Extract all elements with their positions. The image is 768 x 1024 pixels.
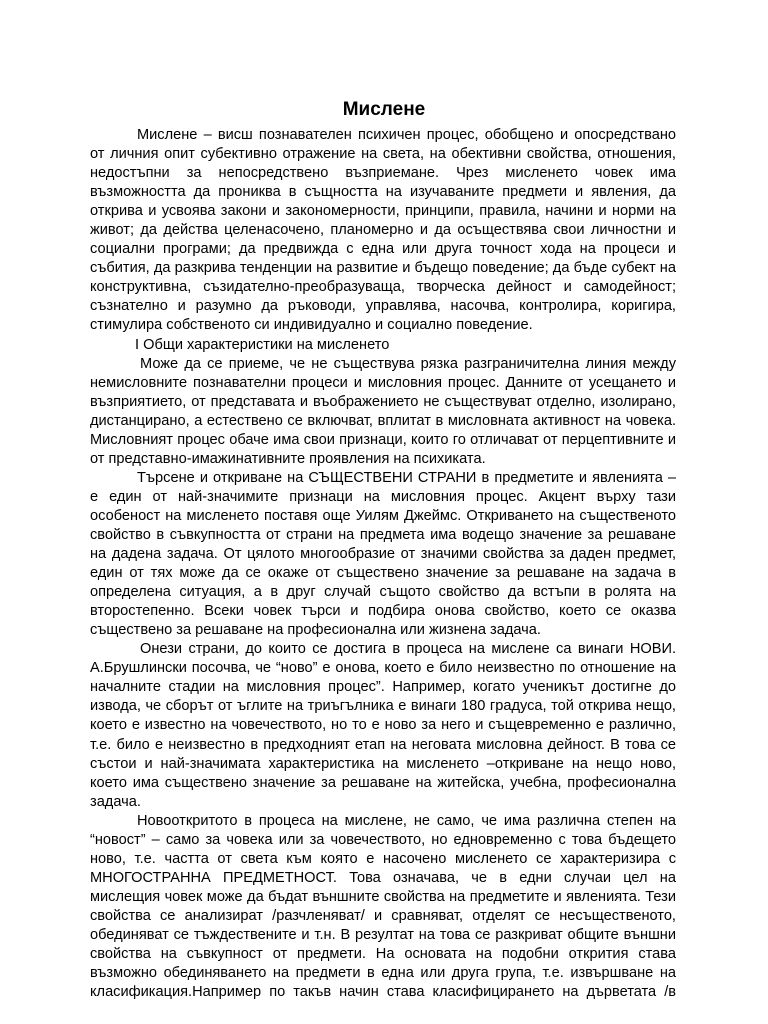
paragraph-novelty: Онези страни, до които се достига в процеса на мислене са винаги НОВИ. А.Брушлински посочва, че “ново” е онова, което е било неизвестно по отношение на началните стадии на мисловния процес”. Например, когато ученикът достигне до извода, че сборът от ъглите на триъгълника е винаги 180 градуса, той открива нещо, което е известно на човечеството, но то е ново за него и същевременно е различно, т.е. било е неизвестно в предходният етап на неговата мисловна дейност. В това се състои и най-значимата характеристика на мисленето –откриване на нещо ново, което има съществено значение за решаване на житейска, учебна, професионална задача. [90,641,676,810]
section-heading: I Общи характеристики на мисленето [135,336,390,353]
paragraph-definition: Мислене – висш познавателен психичен процес, обобщено и опосредствано от личния опит субективно отражение на света, на обективни свойства, отношения, недостъпни за непосредствено възприемане. Чрез мисленето човек има възможността да прониква в същността на изучаваните предмети и явления, да открива и усвоява закони и закономерности, принципи, правила, начини и норми на живот; да действа целенасочено, планомерно и да осъществява свои личностни и социални програми; да предвижда с една или друга точност хода на процеси и събития, да разкрива тенденции на развитие и бъдещо поведение; да бъде субект на конструктивна, съзидателно-преобразуваща, творческа дейност и самодейност; съзнателно и разумно да ръководи, управлява, насочва, контролира, коригира, стимулира собственото си индивидуално и социално поведение. [90,127,676,334]
paragraph-multifaceted-objectivity: Новооткритото в процеса на мислене, не само, че има различна степен на “новост” – само за човека или за човечеството, но едновременно с това бъдещето ново, т.е. частта от света към която е насочено мисленето се характеризира с МНОГОСТРАННА ПРЕДМЕТНОСТ. Това означава, че в едни случаи цел на мислещия човек може да бъдат външните свойства на предметите и явленията. Тези свойства се анализират /разчленяват/ и сравняват, отделят се несъщественото, обединяват се тъждествените и т.н. В резултат на това се разкриват общите външни свойства на съвкупност от предмети. На основата на подобни открития става възможно обединяването на предмети в една или друга група, т.е. извършване на класификация.Например по такъв начин става класифицирането на дърветата /в [90,812,676,1001]
page-title: Мислене [342,98,426,120]
paragraph-essential-aspects: Търсене и откриване на СЪЩЕСТВЕНИ СТРАНИ в предметите и явленията – е един от най-значимите признаци на мисловния процес. Акцент върху тази особеност на мисленето поставя още Уилям Джеймс. Откриването на същественото свойство в съвкупността от страни на предмета има водещо значение за решаване на дадена задача. От цялото многообразие от значими свойства за даден предмет, един от тях може да се окаже от съществено значение за решаване на задача в определена ситуация, а в друг случай същото свойство да встъпи в ролята на второстепенно. Всеки човек търси и подбира онова свойство, което се оказва съществено за решаване на професионална или жизнена задача. [90,469,676,639]
document-body [90,126,676,1002]
paragraph-general-characteristics: Може да се приеме, че не съществува рязка разграничителна линия между немисловните познавателни процеси и мисловния процес. Данните от усещането и възприятието, от представата и въображението не съществуват отделно, изолирано, дистанцирано, а естествено се включват, вплитат в мисловната активност на човека. Мисловният процес обаче има свои признаци, които го отличават от перцептивните и от представно-имажинативните проявления на психиката. [90,355,676,467]
